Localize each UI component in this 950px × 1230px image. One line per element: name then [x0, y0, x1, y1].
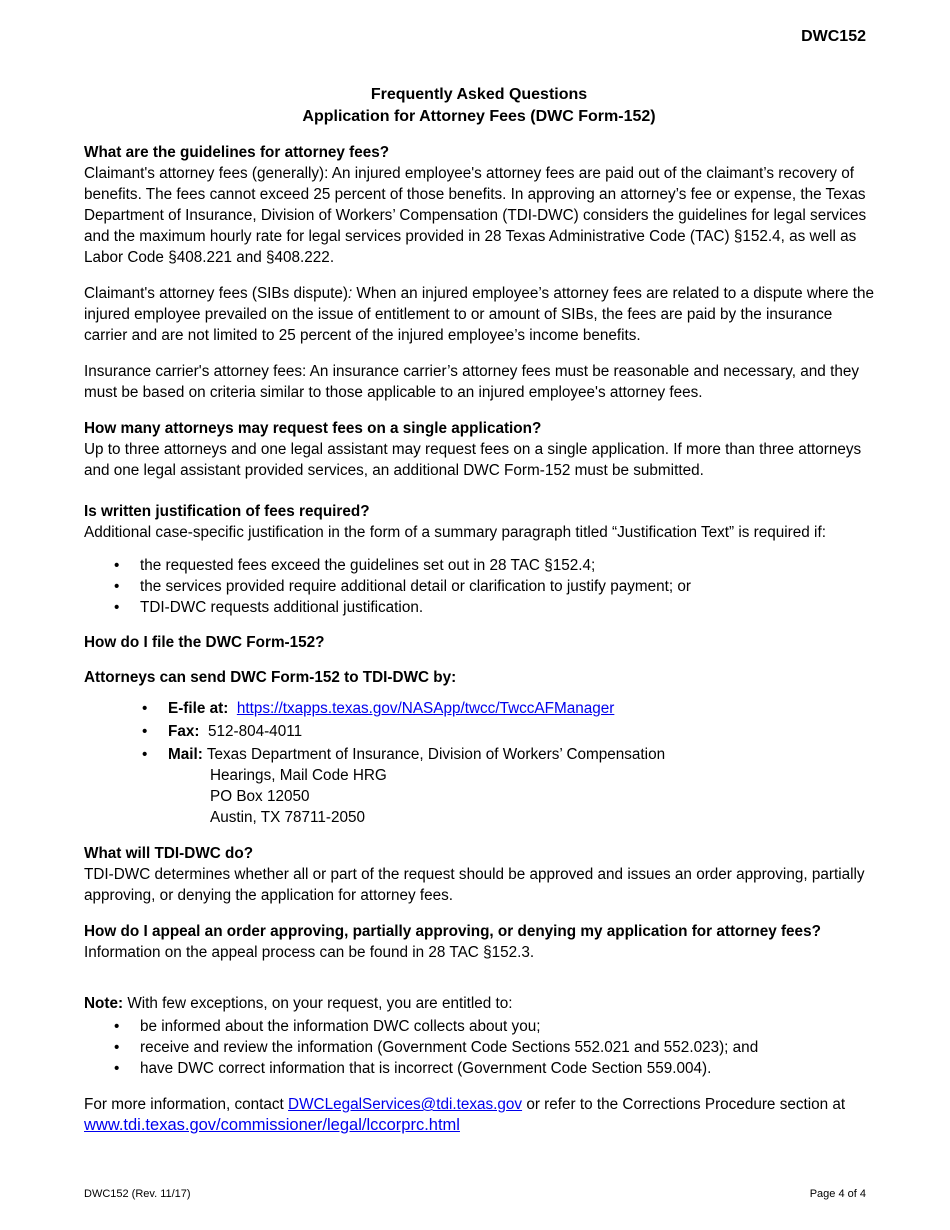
- document-body: [84, 84, 874, 1136]
- sibs-colon: :: [347, 285, 353, 302]
- how-many-heading: How many attorneys may request fees on a single application?: [84, 420, 542, 437]
- justification-text: Additional case-specific justification in the form of a summary paragraph titled “Justification Text” is required if:: [84, 524, 826, 541]
- contact-paragraph: [84, 1094, 874, 1136]
- what-will-heading: What will TDI-DWC do?: [84, 845, 254, 862]
- list-item-efile: [168, 698, 874, 719]
- how-many-text: Up to three attorneys and one legal assistant may request fees on a single application. If more than three attorneys and one legal assistant provided services, an additional DWC Form-152 must be submitted.: [84, 441, 862, 479]
- appeal-text: Information on the appeal process can be found in 28 TAC §152.3.: [84, 944, 535, 961]
- title-line-2: Application for Attorney Fees (DWC Form-152): [302, 108, 656, 125]
- contact-lead: For more information, contact: [84, 1096, 289, 1113]
- note-paragraph: [84, 993, 874, 1014]
- form-id: DWC152: [801, 28, 866, 45]
- fax-value: 512-804-4011: [207, 723, 303, 740]
- note-list: [84, 1016, 874, 1079]
- list-item: • the services provided require additional detail or clarification to justify payment; or: [140, 576, 874, 597]
- mail-line-1: Texas Department of Insurance, Division of Workers’ Compensation: [206, 746, 666, 763]
- corrections-link[interactable]: www.tdi.texas.gov/commissioner/legal/lccorprc.html: [84, 1116, 460, 1134]
- justification-list: [84, 555, 874, 618]
- title-line-1: Frequently Asked Questions: [370, 86, 588, 103]
- guidelines-paragraph-1: Claimant's attorney fees (generally): An injured employee's attorney fees are paid out of the claimant’s recovery of benefits. The fees cannot exceed 25 percent of those benefits. In approving an attorney’s fee or expense, the Texas Department of Insurance, Division of Workers’ Compensation (TDI-DWC) considers the guidelines for legal services and the maximum hourly rate for legal services provided in 28 Texas Administrative Code (TAC) §152.4, as well as Labor Code §408.221 and §408.222.: [84, 165, 867, 266]
- file-methods-list: [84, 698, 874, 828]
- footer-revision: DWC152 (Rev. 11/17): [84, 1188, 191, 1200]
- mail-label: Mail:: [168, 746, 203, 763]
- guidelines-heading: What are the guidelines for attorney fees?: [84, 144, 390, 161]
- fax-label: Fax:: [168, 723, 200, 740]
- guidelines-paragraph-3: Insurance carrier's attorney fees: An insurance carrier’s attorney fees must be reasonable and necessary, and they must be based on criteria similar to those applicable to an injured employee's attorney fees.: [84, 363, 859, 401]
- list-item-mail: [168, 744, 874, 828]
- footer-page-number: Page 4 of 4: [809, 1188, 866, 1200]
- appeal-heading: How do I appeal an order approving, partially approving, or denying my application for attorney fees?: [84, 923, 821, 940]
- sibs-rest: When an injured employee’s attorney fees are related to a dispute where the injured employee prevailed on the issue of entitlement to or amount of SIBs, the fees are paid by the insurance carrier and are not limited to 25 percent of the injured employee’s income benefits.: [84, 285, 875, 344]
- list-item: • have DWC correct information that is incorrect (Government Code Section 559.004).: [140, 1058, 874, 1079]
- what-will-text: TDI-DWC determines whether all or part of the request should be approved and issues an order approving, partially approving, or denying the application for attorney fees.: [84, 866, 865, 904]
- justification-heading: Is written justification of fees required?: [84, 503, 370, 520]
- list-item: • the requested fees exceed the guidelines set out in 28 TAC §152.4;: [140, 555, 874, 576]
- efile-link[interactable]: https://txapps.texas.gov/NASApp/twcc/TwccAFManager: [236, 700, 615, 717]
- note-label: Note:: [84, 995, 124, 1012]
- efile-label: E-file at:: [168, 700, 229, 717]
- email-link[interactable]: DWCLegalServices@tdi.texas.gov: [288, 1096, 523, 1113]
- page-title: [84, 84, 874, 128]
- mail-line-4: Austin, TX 78711-2050: [210, 809, 366, 826]
- file-heading: How do I file the DWC Form-152?: [84, 634, 325, 651]
- sibs-lead: Claimant's attorney fees (SIBs dispute): [84, 285, 348, 302]
- list-item-fax: [168, 721, 874, 742]
- list-item: • TDI-DWC requests additional justification.: [140, 597, 874, 618]
- contact-mid: or refer to the Corrections Procedure section at: [522, 1096, 846, 1113]
- list-item: • receive and review the information (Government Code Sections 552.021 and 552.023); and: [140, 1037, 874, 1058]
- note-text: With few exceptions, on your request, you are entitled to:: [123, 995, 513, 1012]
- mail-line-3: PO Box 12050: [210, 788, 310, 805]
- guidelines-paragraph-2: [84, 283, 874, 346]
- list-item: • be informed about the information DWC collects about you;: [140, 1016, 874, 1037]
- mail-line-2: Hearings, Mail Code HRG: [210, 767, 387, 784]
- file-subheading: Attorneys can send DWC Form-152 to TDI-DWC by:: [84, 669, 457, 686]
